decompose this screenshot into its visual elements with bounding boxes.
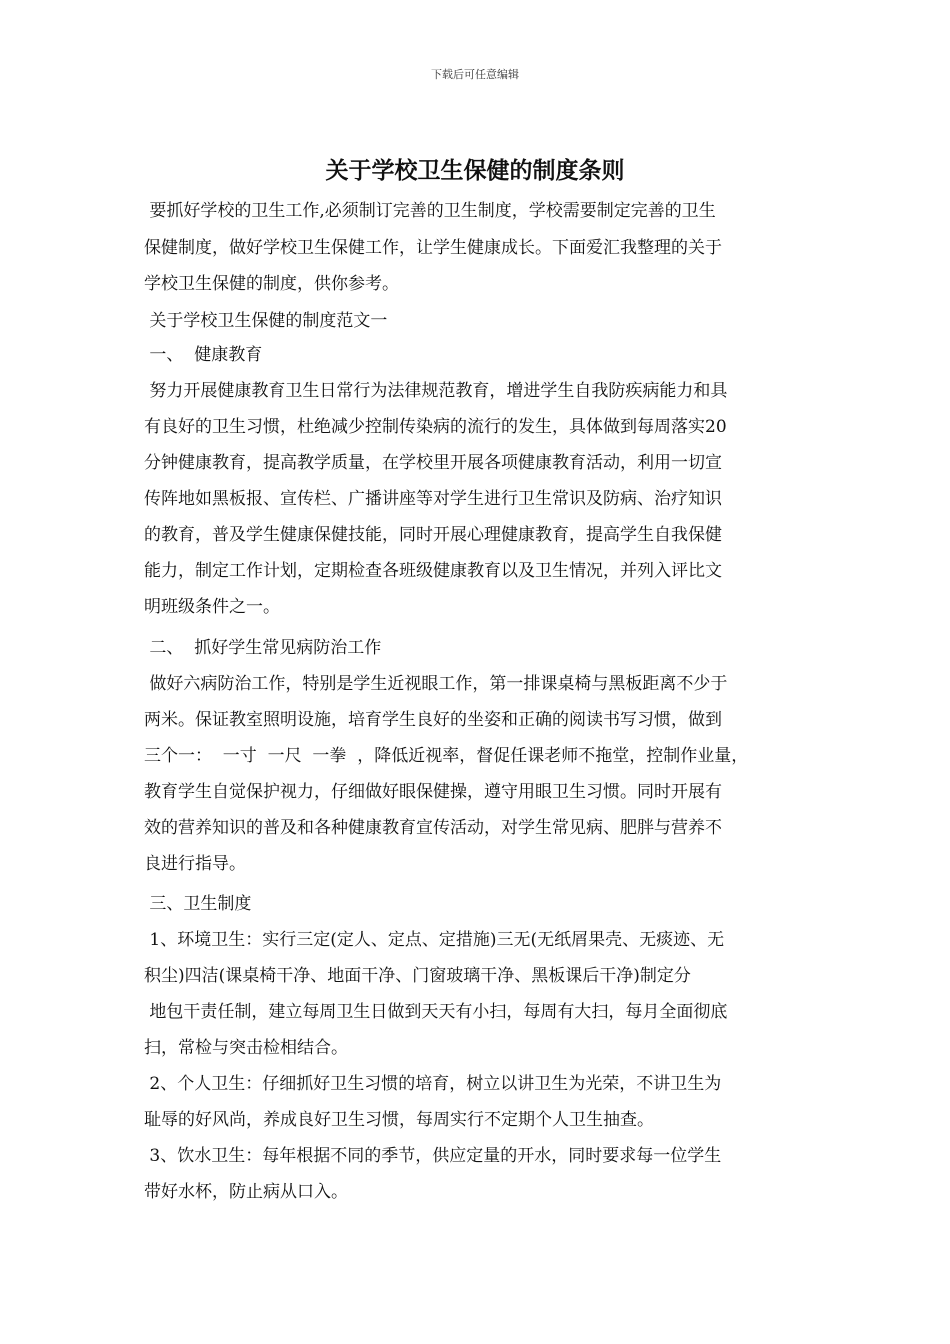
- body-line: 传阵地如黑板报、宣传栏、广播讲座等对学生进行卫生常识及防病、治疗知识: [144, 489, 722, 509]
- body-line: 能力，制定工作计划，定期检查各班级健康教育以及卫生情况，并列入评比文: [144, 561, 722, 581]
- body-line: 两米。保证教室照明设施，培育学生良好的坐姿和正确的阅读书写习惯，做到: [144, 710, 722, 730]
- body-line: 有良好的卫生习惯，杜绝减少控制传染病的流行的发生，具体做到每周落实20: [144, 417, 727, 437]
- body-line: 努力开展健康教育卫生日常行为法律规范教育，增进学生自我防疾病能力和具: [144, 381, 728, 401]
- page-header-note: 下载后可任意编辑: [431, 68, 519, 81]
- body-line: 做好六病防治工作，特别是学生近视眼工作，第一排课桌椅与黑板距离不少于: [144, 674, 728, 694]
- body-line: 1、环境卫生：实行三定(定人、定点、定措施)三无(无纸屑果壳、无痰迹、无: [144, 930, 725, 950]
- body-line: 关于学校卫生保健的制度范文一: [144, 311, 388, 331]
- body-line: 分钟健康教育，提高教学质量，在学校里开展各项健康教育活动，利用一切宣: [144, 453, 722, 473]
- body-line: 效的营养知识的普及和各种健康教育宣传活动，对学生常见病、肥胖与营养不: [144, 818, 722, 838]
- body-line: 二、 抓好学生常见病防治工作: [144, 638, 382, 658]
- document-title: 关于学校卫生保健的制度条则: [325, 158, 625, 184]
- body-line: 2、个人卫生：仔细抓好卫生习惯的培育，树立以讲卫生为光荣，不讲卫生为: [144, 1074, 722, 1094]
- body-line: 学校卫生保健的制度，供你参考。: [144, 274, 399, 294]
- body-line: 教育学生自觉保护视力，仔细做好眼保健操，遵守用眼卫生习惯。同时开展有: [144, 782, 722, 802]
- body-line: 的教育，普及学生健康保健技能，同时开展心理健康教育，提高学生自我保健: [144, 525, 722, 545]
- body-line: 一、 健康教育: [144, 345, 263, 365]
- body-line: 地包干责任制，建立每周卫生日做到天天有小扫，每周有大扫，每月全面彻底: [144, 1002, 728, 1022]
- body-line: 3、饮水卫生：每年根据不同的季节，供应定量的开水，同时要求每一位学生: [144, 1146, 722, 1166]
- body-line: 三、卫生制度: [144, 894, 252, 914]
- body-line: 明班级条件之一。: [144, 597, 280, 617]
- body-line: 三个一： 一寸 一尺 一拳 ，降低近视率，督促任课老师不拖堂，控制作业量，: [144, 746, 749, 766]
- body-line: 积尘)四洁(课桌椅干净、地面干净、门窗玻璃干净、黑板课后干净)制定分: [144, 966, 691, 986]
- body-line: 带好水杯，防止病从口入。: [144, 1182, 348, 1202]
- body-line: 扫，常检与突击检相结合。: [144, 1038, 348, 1058]
- body-line: 耻辱的好风尚，养成良好卫生习惯，每周实行不定期个人卫生抽查。: [144, 1110, 654, 1130]
- body-line: 良进行指导。: [144, 854, 246, 874]
- body-line: 保健制度，做好学校卫生保健工作，让学生健康成长。下面爱汇我整理的关于: [144, 238, 722, 258]
- body-line: 要抓好学校的卫生工作,必须制订完善的卫生制度，学校需要制定完善的卫生: [144, 201, 716, 221]
